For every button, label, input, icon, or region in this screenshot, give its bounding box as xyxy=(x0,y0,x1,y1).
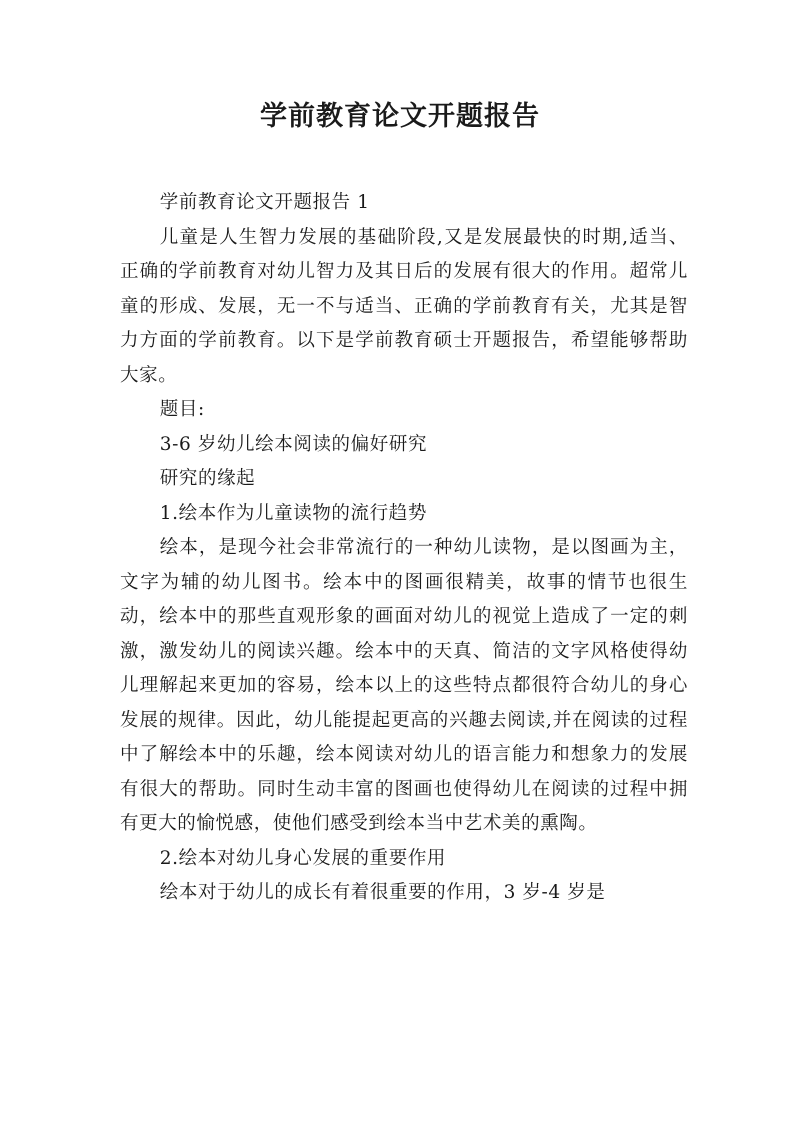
document-body xyxy=(120,186,688,911)
topic-label: 题目: xyxy=(159,399,205,420)
topic-title: 3-6 岁幼儿绘本阅读的偏好研究 xyxy=(159,433,428,455)
document-title: 学前教育论文开题报告 xyxy=(260,101,540,132)
point-1-paragraph: 绘本，是现今社会非常流行的一种幼儿读物，是以图画为主，文字为辅的幼儿图书。绘本中的图画很精美，故事的情节也很生动，绘本中的那些直观形象的画面对幼儿的视觉上造成了一定的刺激，激发幼儿的阅读兴趣。绘本中的天真、简洁的文字风格使得幼儿理解起来更加的容易，绘本以上的这些特点都很符合幼儿的身心发展的规律。因此，幼儿能提起更高的兴趣去阅读,并在阅读的过程中了解绘本中的乐趣，绘本阅读对幼儿的语言能力和想象力的发展有很大的帮助。同时生动丰富的图画也使得幼儿在阅读的过程中拥有更大的愉悦感，使他们感受到绘本当中艺术美的熏陶。 xyxy=(120,537,688,834)
subsection-heading: 研究的缘起 xyxy=(159,468,256,489)
point-2-paragraph: 绘本对于幼儿的成长有着很重要的作用，3 岁-4 岁是 xyxy=(159,882,606,903)
point-1-heading: 1.绘本作为儿童读物的流行趋势 xyxy=(159,502,427,524)
intro-paragraph: 儿童是人生智力发展的基础阶段,又是发展最快的时期,适当、正确的学前教育对幼儿智力及其日后的发展有很大的作用。超常儿童的形成、发展，无一不与适当、正确的学前教育有关，尤其是智力方面的学前教育。以下是学前教育硕士开题报告，希望能够帮助大家。 xyxy=(120,226,688,386)
point-2-heading: 2.绘本对幼儿身心发展的重要作用 xyxy=(159,847,447,869)
section-heading: 学前教育论文开题报告 1 xyxy=(159,192,370,213)
